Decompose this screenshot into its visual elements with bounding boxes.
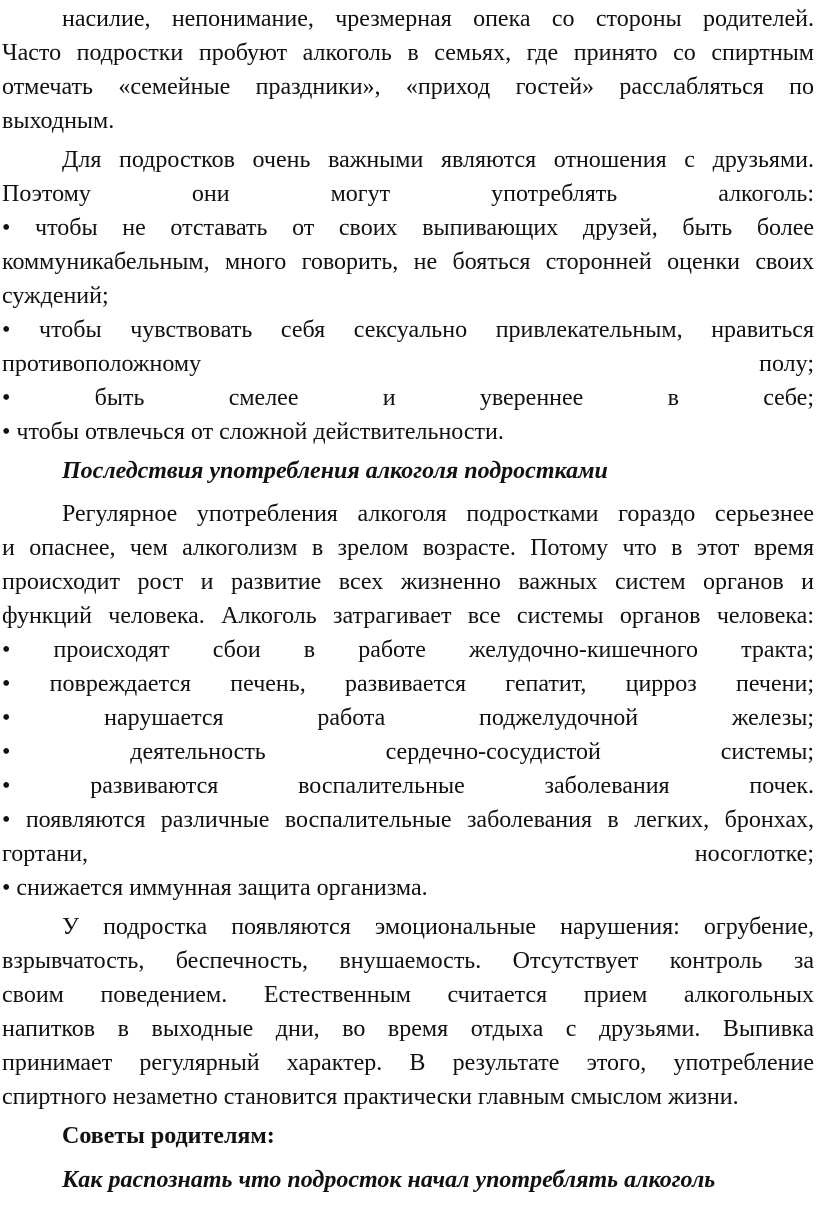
- list-item-line: • происходят сбои в работе желудочно-кишечного тракта;: [2, 637, 814, 663]
- list-item-line: • быть смелее и увереннее в себе;: [2, 385, 814, 411]
- text-line: своим поведением. Естественным считается прием алкогольных: [2, 982, 814, 1008]
- subheading-advice: Советы родителям:: [62, 1123, 275, 1149]
- text-line: противоположному полу;: [2, 351, 814, 377]
- text-line: принимает регулярный характер. В результате этого, употребление: [2, 1050, 814, 1076]
- subheading-question: Как распознать что подросток начал употреблять алкоголь: [62, 1167, 716, 1193]
- text-line: спиртного незаметно становится практически главным смыслом жизни.: [2, 1084, 739, 1110]
- text-line: Поэтому они могут употреблять алкоголь:: [2, 181, 814, 207]
- text-line: Регулярное употребления алкоголя подростками гораздо серьезнее: [62, 501, 814, 527]
- text-line: Для подростков очень важными являются отношения с друзьями.: [62, 147, 814, 173]
- list-item-line: • развиваются воспалительные заболевания почек.: [2, 773, 814, 799]
- text-line: коммуникабельным, много говорить, не бояться сторонней оценки своих: [2, 249, 814, 275]
- list-item-line: • повреждается печень, развивается гепатит, цирроз печени;: [2, 671, 814, 697]
- list-item-line: • чтобы чувствовать себя сексуально привлекательным, нравиться: [2, 317, 814, 343]
- list-item-line: • чтобы не отставать от своих выпивающих друзей, быть более: [2, 215, 814, 241]
- text-line: гортани, носоглотке;: [2, 841, 814, 867]
- text-line: взрывчатость, беспечность, внушаемость. Отсутствует контроль за: [2, 948, 814, 974]
- text-line: Часто подростки пробуют алкоголь в семьях, где принято со спиртным: [2, 40, 814, 66]
- text-line: выходным.: [2, 108, 115, 134]
- section-heading: Последствия употребления алкоголя подростками: [62, 458, 608, 484]
- list-item-line: • появляются различные воспалительные заболевания в легких, бронхах,: [2, 807, 814, 833]
- list-item-line: • чтобы отвлечься от сложной действительности.: [2, 419, 504, 445]
- text-line: У подростка появляются эмоциональные нарушения: огрубение,: [62, 914, 814, 940]
- text-line: происходит рост и развитие всех жизненно важных систем органов и: [2, 569, 814, 595]
- text-line: отмечать «семейные праздники», «приход гостей» расслабляться по: [2, 74, 814, 100]
- text-line: функций человека. Алкоголь затрагивает все системы органов человека:: [2, 603, 814, 629]
- text-line: насилие, непонимание, чрезмерная опека со стороны родителей.: [62, 6, 814, 32]
- text-line: суждений;: [2, 283, 109, 309]
- list-item-line: • снижается иммунная защита организма.: [2, 875, 428, 901]
- text-line: напитков в выходные дни, во время отдыха с друзьями. Выпивка: [2, 1016, 814, 1042]
- list-item-line: • нарушается работа поджелудочной железы;: [2, 705, 814, 731]
- list-item-line: • деятельность сердечно-сосудистой системы;: [2, 739, 814, 765]
- text-line: и опаснее, чем алкоголизм в зрелом возрасте. Потому что в этот время: [2, 535, 814, 561]
